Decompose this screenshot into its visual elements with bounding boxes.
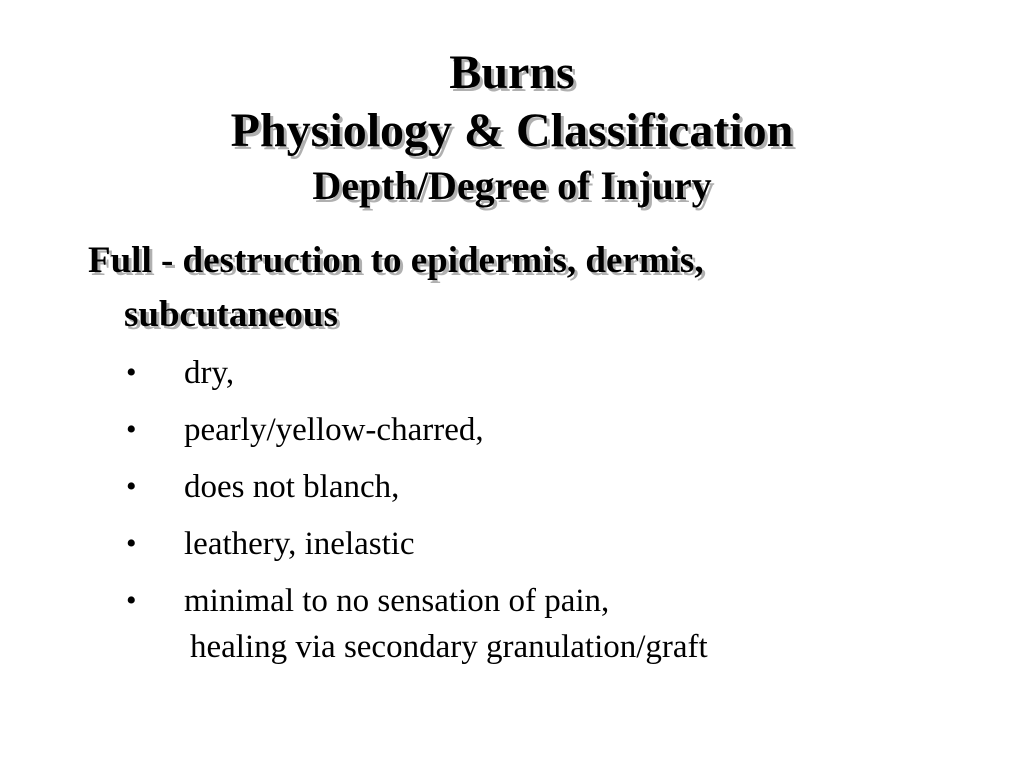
bullet-dot-icon: •: [126, 356, 137, 389]
bullet-text: minimal to no sensation of pain,: [184, 583, 610, 619]
bullet-list: [0, 348, 1024, 633]
bullet-continuation: healing via secondary granulation/graft: [190, 629, 708, 665]
slide-subtitle: Depth/Degree of Injury: [312, 163, 712, 208]
bullet-text: leathery, inelastic: [184, 526, 415, 562]
bullet-dot-icon: •: [126, 584, 137, 617]
bullet-text: does not blanch,: [184, 469, 400, 505]
slide-title: Burns: [449, 46, 575, 99]
title-block: [0, 44, 1024, 212]
bullet-text: dry,: [184, 355, 235, 391]
section-heading-line2: subcutaneous: [124, 294, 338, 335]
list-item: [0, 348, 1024, 405]
list-item: [0, 405, 1024, 462]
slide-title-line2: Physiology & Classification: [230, 104, 794, 157]
bullet-text: pearly/yellow-charred,: [184, 412, 484, 448]
bullet-dot-icon: •: [126, 413, 137, 446]
bullet-dot-icon: •: [126, 527, 137, 560]
list-item: [0, 462, 1024, 519]
bullet-dot-icon: •: [126, 470, 137, 503]
section-heading: [88, 234, 948, 342]
list-item: [0, 519, 1024, 576]
section-heading-line1: Full - destruction to epidermis, dermis,: [88, 240, 704, 281]
